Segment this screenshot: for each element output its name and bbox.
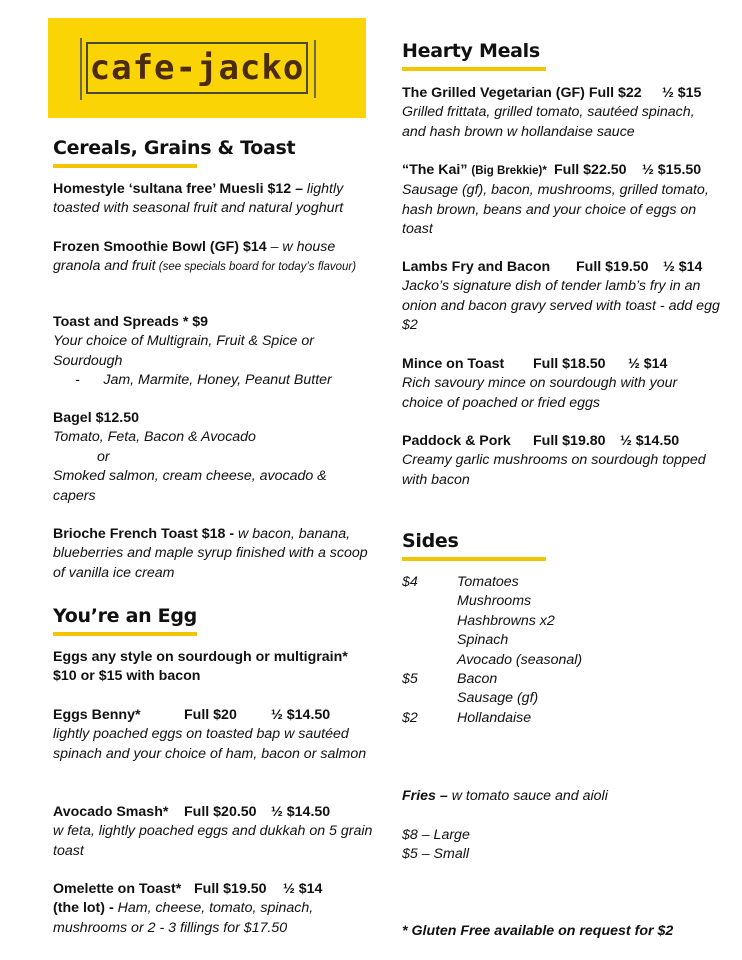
item-name: Toast and Spreads * $9 [53, 314, 209, 330]
item-desc: Rich savoury mince on sourdough with your choice of poached or fried eggs [402, 375, 678, 411]
menu-item-lambs-fry [402, 258, 722, 336]
menu-item-toast [53, 313, 373, 391]
side-price: $2 [402, 709, 418, 726]
item-desc: Your choice of Multigrain, Fruit & Spice or Sourdough [53, 333, 315, 369]
menu-item-benny [53, 706, 373, 764]
item-spreads: - Jam, Marmite, Honey, Peanut Butter [75, 372, 332, 389]
fries-small-price: $5 – Small [402, 846, 470, 862]
item-name: “The Kai” [402, 162, 468, 178]
item-desc: Ham, cheese, tomato, spinach, mushrooms or 2 - 3 fillings for $17.50 [53, 900, 314, 936]
item-full-price: Full $19.50 [576, 259, 649, 275]
side-item: Spinach [457, 632, 509, 649]
item-full-price: Full $20 [184, 707, 237, 723]
menu-item-bagel [53, 409, 373, 506]
item-desc: w bacon, banana, blueberries and maple syrup finished with a scoop of vanilla ice cream [53, 526, 368, 581]
item-desc: w feta, lightly poached eggs and dukkah on 5 grain toast [53, 823, 373, 859]
gluten-free-note [402, 922, 722, 941]
item-line2: $10 or $15 with bacon [53, 668, 201, 685]
item-half-price: ½ $14.50 [271, 707, 331, 723]
heading-underline [53, 632, 197, 636]
item-desc: Grilled frittata, grilled tomato, sautéed spinach, and hash brown w hollandaise sauce [402, 104, 695, 140]
side-price: $5 [402, 671, 418, 687]
item-half-price: ½ $14 [628, 356, 668, 372]
heading-underline [402, 67, 546, 71]
menu-item-fries [402, 787, 722, 806]
logo-text: cafe-jacko [89, 48, 305, 88]
item-desc: lightly poached eggs on toasted bap w sautéed spinach and your choice of ham, bacon or salmon [53, 726, 367, 762]
item-half-price: ½ $14.50 [271, 804, 331, 820]
item-name: Lambs Fry and Bacon [402, 259, 551, 275]
heading-underline [402, 557, 546, 561]
menu-item-smoothie [53, 238, 373, 278]
item-full-price: Full $19.50 [194, 881, 267, 897]
item-desc: – w house granola and fruit [53, 239, 336, 275]
item-name: Homestyle ‘sultana free’ Muesli $12 – [53, 181, 303, 197]
item-desc: Jacko’s signature dish of tender lamb’s fry in an onion and bacon gravy served with toast - add egg $2 [402, 278, 720, 334]
item-full-price: Full $19.80 [533, 433, 606, 449]
item-name: Bagel $12.50 [53, 410, 139, 426]
item-full-price: Full $22.50 [554, 162, 627, 178]
item-desc: w tomato sauce and aioli [447, 788, 608, 804]
side-item: Bacon [457, 671, 498, 687]
logo [48, 18, 366, 118]
item-name: The Grilled Vegetarian (GF) Full $22 [402, 85, 642, 101]
item-name: Mince on Toast [402, 356, 505, 372]
menu-item-eggs-any [53, 648, 373, 687]
menu-item-omelette [53, 880, 373, 938]
item-line1: Eggs any style on sourdough or multigrain* [53, 649, 348, 665]
item-line1: Tomato, Feta, Bacon & Avocado [53, 429, 256, 446]
side-item: Tomatoes [457, 574, 519, 590]
logo-frame [86, 42, 308, 94]
item-note: (see specials board for today’s flavour) [155, 261, 357, 274]
item-lot: (the lot) - [53, 900, 118, 917]
item-name: Brioche French Toast $18 - [53, 526, 239, 542]
item-full-price: Full $20.50 [184, 804, 257, 820]
heading-cereals: Cereals, Grains & Toast [53, 137, 296, 159]
heading-hearty: Hearty Meals [402, 40, 540, 62]
side-item: Hollandaise [457, 709, 532, 726]
side-item: Hashbrowns x2 [457, 612, 555, 629]
item-sub: (Big Brekkie)* [471, 165, 547, 177]
menu-item-kai [402, 161, 722, 240]
menu-item-muesli [53, 180, 373, 219]
heading-underline [53, 164, 197, 168]
menu-item-brioche [53, 525, 373, 583]
menu-item-avocado [53, 803, 373, 861]
item-name: Paddock & Pork [402, 433, 511, 449]
item-line2: Smoked salmon, cream cheese, avocado & capers [53, 468, 327, 504]
item-name: Avocado Smash* [53, 804, 169, 820]
item-name: Omelette on Toast* [53, 881, 182, 897]
menu-item-vegetarian [402, 84, 722, 142]
side-item: Sausage (gf) [457, 690, 539, 707]
item-half-price: ½ $15.50 [642, 162, 702, 178]
side-price: $4 [402, 574, 418, 590]
fries-large-price: $8 – Large [402, 827, 470, 843]
gf-note-text: * Gluten Free available on request for $2 [402, 923, 674, 939]
item-half-price: ½ $14.50 [620, 433, 680, 449]
heading-egg: You’re an Egg [53, 605, 197, 627]
item-name: Eggs Benny* [53, 707, 141, 723]
item-half-price: ½ $15 [662, 85, 702, 101]
side-item: Mushrooms [457, 593, 532, 610]
item-or: or [97, 448, 110, 465]
menu-item-paddock [402, 432, 722, 490]
item-desc: Creamy garlic mushrooms on sourdough topped with bacon [402, 452, 706, 488]
menu-item-mince [402, 355, 722, 413]
item-name: Frozen Smoothie Bowl (GF) $14 [53, 239, 267, 255]
item-desc: lightly toasted with seasonal fruit and natural yoghurt [53, 181, 344, 217]
heading-sides: Sides [402, 530, 459, 552]
item-half-price: ½ $14 [283, 881, 323, 897]
side-item: Avocado (seasonal) [457, 651, 583, 668]
item-full-price: Full $18.50 [533, 356, 606, 372]
item-name: Fries – [402, 788, 448, 804]
item-desc: Sausage (gf), bacon, mushrooms, grilled tomato, hash brown, beans and your choice of eggs on toast [402, 182, 709, 238]
item-half-price: ½ $14 [663, 259, 703, 275]
